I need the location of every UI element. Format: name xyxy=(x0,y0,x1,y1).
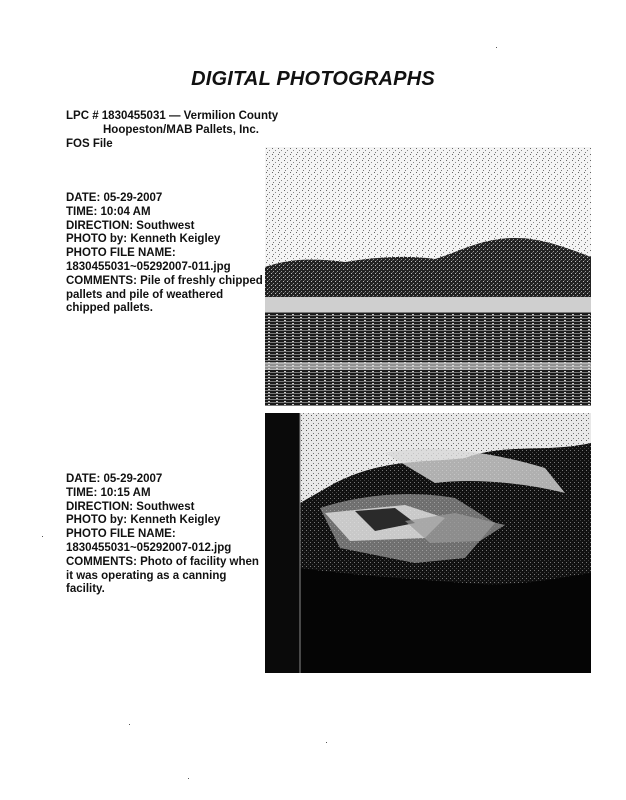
photo-time: TIME: 10:04 AM xyxy=(66,205,151,218)
photo-direction: DIRECTION: Southwest xyxy=(66,500,195,513)
scan-speck xyxy=(188,778,189,779)
photo-entry-1 xyxy=(66,192,266,316)
lpc-line: LPC # 1830455031 — Vermilion County xyxy=(66,110,279,122)
photo-direction: DIRECTION: Southwest xyxy=(66,219,195,232)
photo-author: PHOTO by: Kenneth Keigley xyxy=(66,233,221,246)
scan-speck xyxy=(129,724,130,725)
photo-date: DATE: 05-29-2007 xyxy=(66,473,163,485)
photo-file-name: 1830455031~05292007-011.jpg xyxy=(66,260,231,273)
photo-1-image xyxy=(265,147,591,406)
photo-2-image xyxy=(265,413,591,673)
photo-comments: COMMENTS: Pile of freshly chipped pallets and pile of weathered chipped pallets. xyxy=(66,274,263,315)
photo-file-label: PHOTO FILE NAME: xyxy=(66,247,176,260)
scan-speck xyxy=(42,536,43,537)
photo-file-name: 1830455031~05292007-012.jpg xyxy=(66,541,232,554)
photo-date: DATE: 05-29-2007 xyxy=(66,192,163,204)
photo-author: PHOTO by: Kenneth Keigley xyxy=(66,514,221,527)
scan-speck xyxy=(326,742,327,743)
page-title: DIGITAL PHOTOGRAPHS xyxy=(191,68,435,90)
photo-comments: COMMENTS: Photo of facility when it was operating as a canning facility. xyxy=(66,555,259,596)
photo-entry-2 xyxy=(66,473,266,597)
facility-name: Hoopeston/MAB Pallets, Inc. xyxy=(103,124,259,136)
photo-file-label: PHOTO FILE NAME: xyxy=(66,528,176,541)
scan-speck xyxy=(496,47,497,48)
photo-time: TIME: 10:15 AM xyxy=(66,486,151,499)
file-type: FOS File xyxy=(66,138,113,150)
